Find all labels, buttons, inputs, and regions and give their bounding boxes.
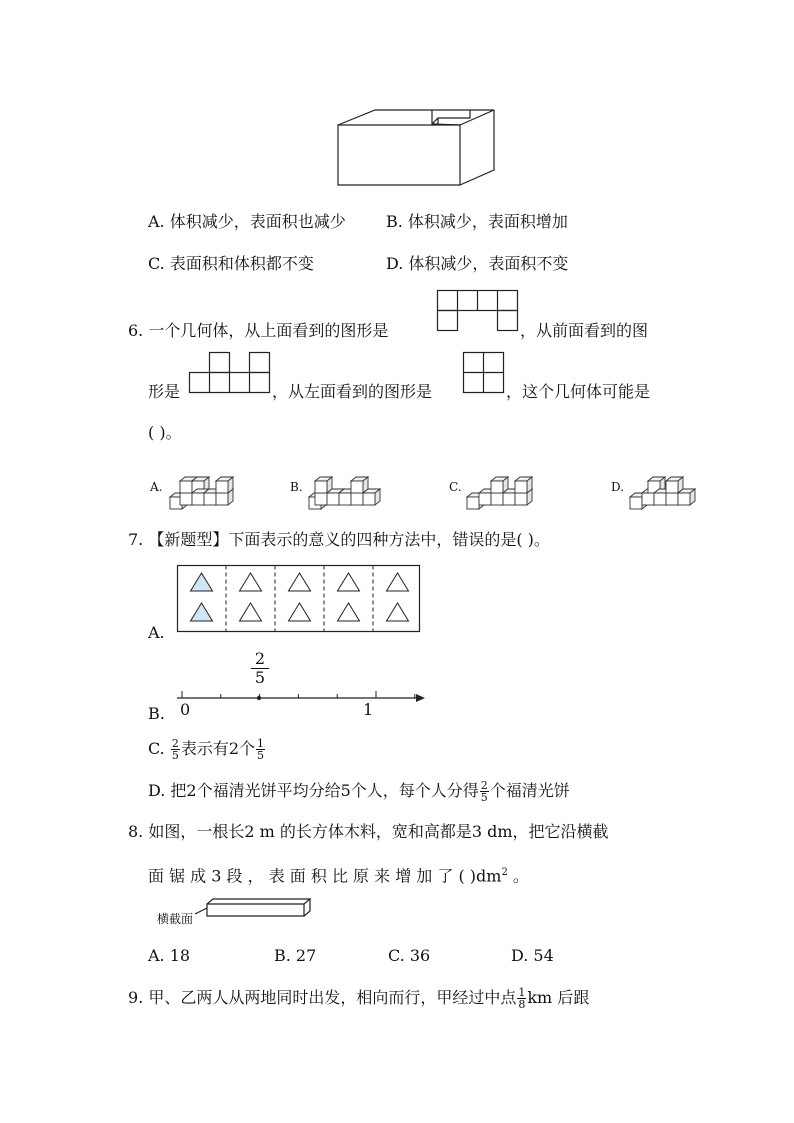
cube [216,477,233,493]
q7-option-d-frac-num: 2 [480,779,488,792]
numline-one: 1 [363,700,374,719]
cube [363,489,380,505]
q6-option-b-cubes [305,465,385,510]
q6-option-b-label: B. [290,480,303,494]
q7-option-c-prefix: C. [148,739,165,758]
numline-zero: 0 [180,700,191,719]
q5-option-a: A. 体积减少，表面积也减少 [148,212,346,231]
q6-option-c-label: C. [449,480,462,494]
q6-line3: ( )。 [148,423,182,442]
q5-option-b: B. 体积减少，表面积增加 [386,212,568,231]
q8-line2-text: 面 锯 成 3 段 ， 表 面 积 比 原 来 增 加 了 ( )dm [148,866,502,886]
q5-option-c: C. 表面积和体积都不变 [148,254,314,273]
q6-option-a-cubes [166,465,246,510]
cuboid-notch-figure [0,0,794,200]
q7-option-c-frac2-den: 5 [257,749,265,762]
q6-option-c-cubes [463,465,543,510]
q6-line2-b: ，从左面看到的图形是 [272,382,433,401]
q7-stem: 7. 【新题型】下面表示的意义的四种方法中，错误的是( )。 [128,530,550,549]
number-line [170,688,430,718]
q7-option-c-frac-num: 2 [171,737,179,750]
q8-line2-sup: 2 [501,867,508,878]
q7-option-c-fraction-2 [256,738,265,761]
q9-text-b: km 后跟 [527,988,590,1007]
q6-line1-a: 6. 一个几何体，从上面看到的图形是 [128,321,389,340]
q8-option-b: B. 27 [274,946,317,965]
cube [678,489,695,505]
q7-option-d-fraction [480,780,489,803]
q7-option-c-fraction [171,738,180,761]
q7-option-c [148,738,266,761]
q9-fraction [517,987,526,1010]
q7-option-c-frac2-num: 1 [257,737,265,750]
q9-text-a: 9. 甲、乙两人从两地同时出发，相向而行，甲经过中点 [128,988,517,1007]
q6-line2-c: ，这个几何体可能是 [506,382,651,401]
numline-fraction-numerator: 2 [251,650,269,669]
q6-option-d-cubes [626,465,706,510]
q7-option-d-frac-den: 5 [480,791,488,804]
q9-line [128,987,589,1010]
q7-option-a: A. [148,623,165,642]
q7-option-d [148,780,570,803]
q8-line1: 8. 如图，一根长2 m 的长方体木料，宽和高都是3 dm，把它沿横截 [128,822,609,841]
cube [515,477,532,493]
q7-option-d-text-a: D. 把2个福清光饼平均分给5个人，每个人分得 [148,781,479,800]
q8-option-c: C. 36 [388,946,431,965]
q7-option-c-mid: 表示有2个 [180,739,256,758]
numline-fraction-label [251,650,269,687]
q7-option-c-frac-den: 5 [171,749,179,762]
q8-line2 [148,863,529,886]
triangle-grid-figure [177,565,437,635]
q7-option-d-text-b: 个福清光饼 [489,781,570,800]
q8-figure-label: 横截面 [157,912,194,926]
q8-option-a: A. 18 [148,946,191,965]
q6-line1-b: ，从前面看到的图 [520,321,649,340]
q9-frac-num: 1 [518,986,526,999]
q6-option-a-label: A. [150,480,163,494]
q8-option-d: D. 54 [511,946,554,965]
q5-option-d: D. 体积减少，表面积不变 [386,254,569,273]
q7-option-b: B. [148,704,165,723]
wood-beam-figure [195,896,355,926]
q9-frac-den: 8 [518,998,526,1011]
q6-line2-a: 形是 [148,382,181,401]
q8-line2-end: 。 [507,866,529,886]
q6-option-d-label: D. [611,480,625,494]
numline-fraction-denominator: 5 [254,668,266,687]
